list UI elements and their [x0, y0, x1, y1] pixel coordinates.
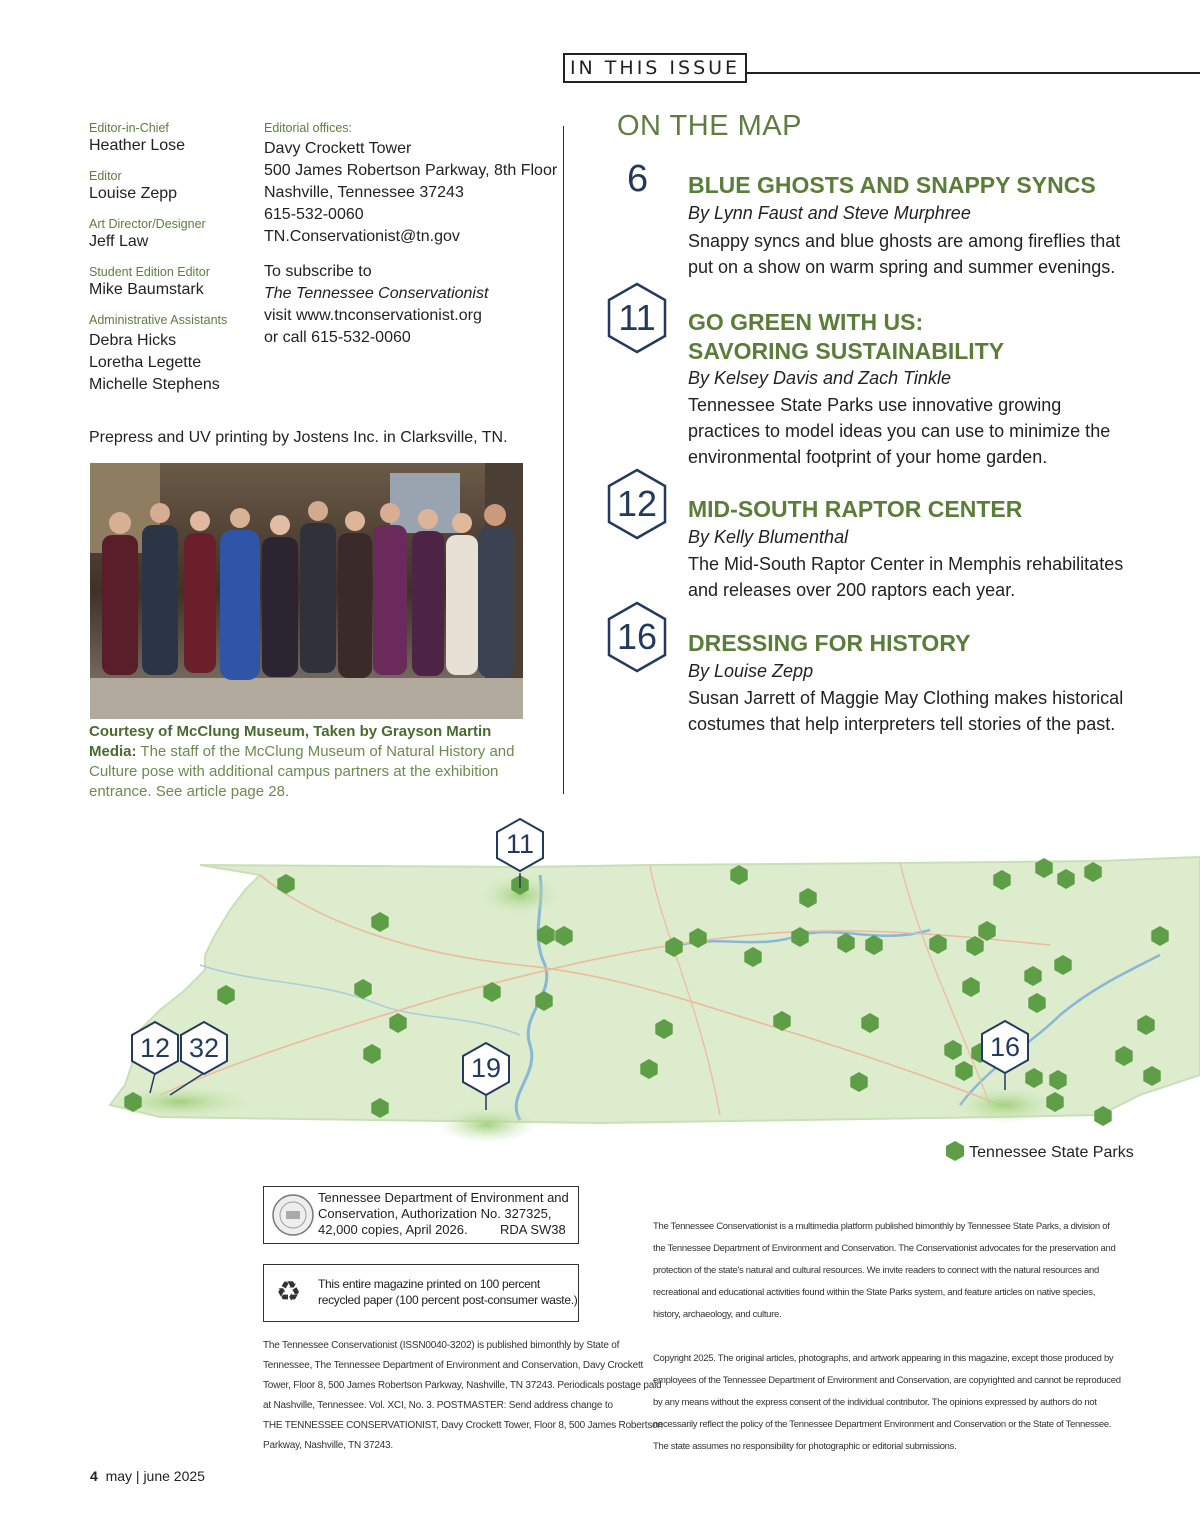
postal-line: THE TENNESSEE CONSERVATIONIST, Davy Crockett Tower, Floor 8, 500 James Robertson	[263, 1420, 663, 1431]
authorization-line: Conservation, Authorization No. 327325,	[318, 1206, 552, 1221]
description-line: The Mid-South Raptor Center in Memphis rehabilitates	[688, 554, 1124, 574]
prepress-note: Prepress and UV printing by Jostens Inc. in Clarksville, TN.	[89, 429, 508, 446]
map-marker-label: 32	[188, 1033, 220, 1063]
article-title[interactable]	[688, 308, 1004, 366]
rda-code: RDA SW38	[500, 1222, 566, 1237]
title-line: SAVORING SUSTAINABILITY	[688, 338, 1005, 364]
tennessee-map-graphic	[0, 805, 1200, 1150]
title-line: GO GREEN WITH US:	[688, 309, 924, 335]
map-marker-label: 11	[505, 829, 535, 859]
staff-art-director	[89, 217, 227, 253]
masthead-staff	[89, 121, 227, 396]
article-description	[688, 228, 1158, 280]
article-page-number: 6	[627, 158, 649, 200]
description-line: practices to model ideas you can use to minimize the	[688, 421, 1111, 441]
tennessee-map	[0, 805, 1200, 1150]
article-title[interactable]: MID-SOUTH RAPTOR CENTER	[688, 496, 1023, 522]
article-page-badge	[606, 282, 668, 354]
staff-role: Student Edition Editor	[89, 265, 210, 279]
caption-credit: Courtesy of McClung Museum, Taken by Grayson Martin Media:	[89, 723, 492, 760]
editorial-offices	[264, 121, 557, 349]
article-title[interactable]: DRESSING FOR HISTORY	[688, 630, 971, 656]
staff-role: Administrative Assistants	[89, 313, 228, 327]
postal-line: The Tennessee Conservationist (ISSN0040-3202) is published bimonthly by State of	[263, 1340, 620, 1351]
staff-name: Mike Baumstark	[89, 281, 204, 298]
copyright-line: Copyright 2025. The original articles, photographs, and artwork appearing in this magazine, except those produced by	[653, 1353, 1114, 1364]
description-line: put on a show on warm spring and summer evenings.	[688, 257, 1116, 277]
map-marker-label: 12	[139, 1033, 171, 1063]
article-byline: By Lynn Faust and Steve Murphree	[688, 203, 971, 223]
description-line: and releases over 200 raptors each year.	[688, 580, 1016, 600]
copyright-line: The state assumes no responsibility for photographic or editorial submissions.	[653, 1441, 957, 1452]
legend-label: Tennessee State Parks	[969, 1144, 1134, 1161]
state-seal-icon	[271, 1193, 315, 1237]
page-footer	[90, 1468, 205, 1484]
description-line: Susan Jarrett of Maggie May Clothing makes historical	[688, 688, 1124, 708]
staff-editor-in-chief	[89, 121, 227, 157]
about-line: The Tennessee Conservationist is a multimedia platform published bimonthly by Tennessee State Parks, a division of	[653, 1221, 1110, 1232]
description-line: Tennessee State Parks use innovative growing	[688, 395, 1062, 415]
offices-label: Editorial offices:	[264, 121, 353, 135]
about-line: protection of the state's natural and cultural resources. We invite readers to connect with the natural resources and	[653, 1265, 1100, 1276]
page-number: 4	[90, 1468, 98, 1484]
section-label: IN THIS ISSUE	[563, 53, 747, 83]
group-photo	[90, 463, 523, 719]
staff-role: Art Director/Designer	[89, 217, 206, 231]
description-line: costumes that help interpreters tell stories of the past.	[688, 714, 1116, 734]
description-line: environmental footprint of your home garden.	[688, 447, 1048, 467]
article-byline: By Kelly Blumenthal	[688, 527, 849, 547]
office-line: Nashville, Tennessee 37243	[264, 184, 464, 201]
copyright-notice	[653, 1348, 1121, 1458]
office-email[interactable]: TN.Conservationist@tn.gov	[264, 228, 460, 245]
postal-notice	[263, 1336, 663, 1456]
subscribe-phone: or call 615-532-0060	[264, 329, 411, 346]
staff-role: Editor-in-Chief	[89, 121, 169, 135]
magazine-name: The Tennessee Conservationist	[264, 285, 489, 302]
office-line: 500 James Robertson Parkway, 8th Floor	[264, 162, 558, 179]
postal-line: Tower, Floor 8, 500 James Robertson Parkway, Nashville, TN 37243. Periodicals postage paid	[263, 1380, 662, 1391]
recycled-line: recycled paper (100 percent post-consumer waste.)	[318, 1293, 578, 1307]
article-byline: By Louise Zepp	[688, 661, 814, 681]
article-description	[688, 685, 1158, 737]
subscribe-info	[264, 261, 557, 349]
article-title[interactable]: BLUE GHOSTS AND SNAPPY SYNCS	[688, 172, 1096, 198]
copyright-line: employees of the Tennessee Department of Environment and Conservation, are copyrighted and cannot be reproduced	[653, 1375, 1121, 1386]
staff-role: Editor	[89, 169, 122, 183]
postal-line: at Nashville, Tennessee. Vol. XCI, No. 3. POSTMASTER: Send address change to	[263, 1400, 613, 1411]
article-page-number: 11	[618, 297, 656, 338]
authorization-box	[263, 1186, 579, 1244]
photo-caption	[89, 722, 529, 802]
about-line: history, archaeology, and culture.	[653, 1309, 782, 1320]
subscribe-url[interactable]: visit www.tnconservationist.org	[264, 307, 482, 324]
staff-name: Heather Lose	[89, 137, 186, 154]
recycled-line: This entire magazine printed on 100 percent	[318, 1277, 540, 1291]
authorization-line: 42,000 copies, April 2026.	[318, 1222, 468, 1237]
about-line: the Tennessee Department of Environment and Conservation. The Conservationist advocates for the preservation and	[653, 1243, 1116, 1254]
postal-line: Parkway, Nashville, TN 37243.	[263, 1440, 394, 1451]
article-page-badge	[606, 468, 668, 540]
staff-name: Michelle Stephens	[89, 376, 220, 393]
about-notice	[653, 1216, 1115, 1326]
subscribe-line: To subscribe to	[264, 263, 372, 280]
staff-name: Loretha Legette	[89, 354, 202, 371]
recycled-text	[318, 1276, 577, 1308]
group-photo-image	[90, 463, 523, 719]
column-divider	[563, 126, 564, 794]
staff-name: Louise Zepp	[89, 185, 178, 202]
staff-student-editor	[89, 265, 227, 301]
staff-editor	[89, 169, 227, 205]
about-line: recreational and educational activities found within the State Parks system, and feature articles on native species,	[653, 1287, 1096, 1298]
recycled-box	[263, 1264, 579, 1322]
caption-text: The staff of the McClung Museum of Natural History and Culture pose with additional campus partners at the exhibition entrance. See article page 28.	[89, 743, 515, 800]
copyright-line: by any means without the express consent of the individual contributor. The opinions expressed by authors do not	[653, 1397, 1097, 1408]
article-page-number: 16	[616, 616, 658, 657]
article-description	[688, 392, 1158, 470]
article-description	[688, 551, 1158, 603]
map-legend	[945, 1140, 1134, 1162]
authorization-line: Tennessee Department of Environment and	[318, 1190, 569, 1205]
map-marker-label: 19	[470, 1053, 502, 1083]
postal-line: Tennessee, The Tennessee Department of Environment and Conservation, Davy Crockett	[263, 1360, 644, 1371]
issue-date: may | june 2025	[105, 1468, 205, 1484]
park-hexagon-icon	[945, 1140, 965, 1162]
recycle-icon: ♻	[276, 1276, 302, 1307]
office-line: 615-532-0060	[264, 206, 364, 223]
article-byline: By Kelsey Davis and Zach Tinkle	[688, 368, 951, 388]
staff-name: Debra Hicks	[89, 332, 177, 349]
office-line: Davy Crockett Tower	[264, 140, 412, 157]
staff-name: Jeff Law	[89, 233, 149, 250]
map-marker-label: 16	[989, 1032, 1021, 1062]
header-rule	[745, 72, 1200, 74]
on-the-map-title: ON THE MAP	[617, 110, 802, 142]
article-page-number: 12	[616, 483, 658, 524]
description-line: Snappy syncs and blue ghosts are among fireflies that	[688, 231, 1121, 251]
staff-admin-assistants	[89, 313, 227, 396]
article-page-badge	[606, 601, 668, 673]
copyright-line: necessarily reflect the policy of the Tennessee Department Environment and Conservation or the State of Tennessee.	[653, 1419, 1112, 1430]
